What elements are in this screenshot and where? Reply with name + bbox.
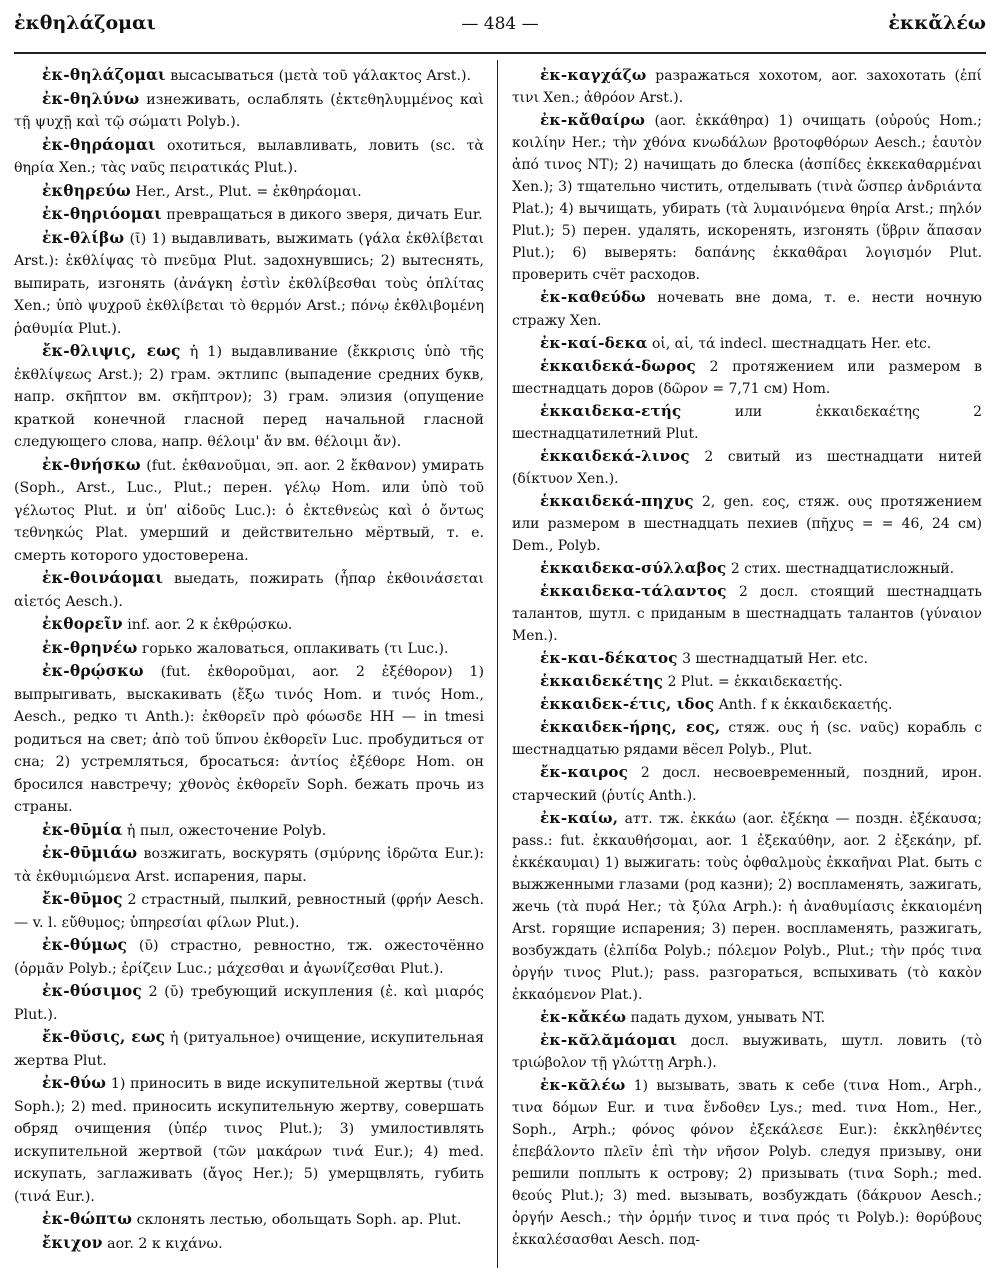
entry-definition: 3 шестнадцатый Her. etc.	[682, 651, 868, 668]
entry-headword: ἑκ-και-δέκατος	[540, 649, 678, 668]
dictionary-entry	[14, 660, 484, 819]
dictionary-entry	[512, 670, 982, 693]
entry-definition: возжигать, воскурять (σμύρνης ἱδρῶτα Eur.): τὰ ἐκθυμιώμενα Arst. испарения, пары.	[14, 846, 485, 885]
entry-definition: 2 (ῠ) требующий искупления (ἐ. καὶ μιαρός Plut.).	[14, 984, 484, 1023]
entry-headword: ἔκ-θῠσις, εως	[42, 1028, 166, 1046]
entry-headword: ἑκκαιδεκ-έτις, ιδος	[540, 695, 715, 714]
entry-headword: ἐκ-θρηνέω	[42, 638, 138, 657]
dictionary-entry	[14, 203, 484, 227]
dictionary-entry	[14, 613, 484, 637]
dictionary-entry	[14, 1232, 484, 1256]
entry-headword: ἑκκαιδεκά-δωρος	[540, 356, 696, 375]
entry-headword: ἑκκαιδεκα-σύλλαβος	[540, 559, 727, 578]
dictionary-entry	[14, 819, 484, 843]
dictionary-entry	[14, 934, 484, 980]
dictionary-entry	[14, 340, 484, 454]
left-column	[14, 64, 484, 1255]
entry-definition: высасываться (μετὰ τοῦ γάλακτος Arst.).	[170, 68, 472, 84]
dictionary-entry	[512, 1029, 982, 1074]
dictionary-entry	[512, 647, 982, 670]
entry-headword: ἐκ-θηλύνω	[42, 89, 140, 108]
header-rule	[14, 52, 986, 54]
entry-headword: ἐκ-θηλάζομαι	[42, 66, 166, 84]
entry-definition: 2 досл. стоящий шестнадцать талантов, шутл. с приданым в шестнадцать талантов (γύναιον Men.).	[512, 584, 982, 645]
dictionary-entry	[512, 445, 982, 490]
entry-headword: ἐκ-θηριόομαι	[42, 205, 162, 223]
page-number: — 484 —	[461, 14, 539, 34]
entry-headword: ἔκ-καιρος	[540, 763, 629, 782]
dictionary-entry	[512, 693, 982, 716]
entry-definition: 2, gen. εος, стяж. ους протяжением или размером в шестнадцать пехиев (πῆχυς = = 46, 24 см) Dem., Polyb.	[512, 493, 982, 554]
entry-headword: ἑκκαιδεκά-λινος	[540, 446, 690, 465]
dictionary-entry	[512, 355, 982, 400]
dictionary-entry	[14, 567, 484, 613]
running-head-left: ἐκθηλάζομαι	[14, 12, 156, 34]
dictionary-entry	[512, 716, 982, 761]
dictionary-entry	[512, 580, 982, 647]
entry-headword: ἐκ-θοινάομαι	[42, 569, 164, 587]
entry-definition: превращаться в дикого зверя, дичать Eur.	[166, 207, 483, 223]
entry-headword: ἐκθορεῖν	[42, 615, 123, 633]
entry-definition: Her., Arst., Plut. = ἐκθηράομαι.	[135, 183, 362, 200]
right-column	[512, 64, 982, 1251]
entry-definition: Anth. f к ἑκκαιδεκαετής.	[718, 697, 893, 714]
entry-definition: ночевать вне дома, т. е. нести ночную стражу Xen.	[512, 290, 982, 329]
dictionary-entry	[14, 64, 484, 88]
dictionary-entry	[512, 557, 982, 580]
entry-definition: горько жаловаться, оплакивать (τι Luc.).	[141, 640, 449, 657]
dictionary-entry	[512, 64, 982, 109]
entry-headword: ἐκ-καίω,	[540, 808, 619, 827]
entry-headword: ἑκκαιδεκά-πηχυς	[540, 491, 694, 510]
entry-definition: (fut. ἐκθοροῦμαι, aor. 2 ἐξέθορον) 1) выпрыгивать, выскакивать (ἔξω τινός Hom. и τινός Hom., Aesch., редко τι Anth.): ἐκθορεῖν πρὸ φόωσδε HH — in tmesi родиться на свет; ἀπὸ τοῦ ὕπνου ἐκθορεῖν Luc. пробудиться от сна; 2) устремляться, бросаться: ἀντίος ἐξέθορε Hom. он бросился навстречу; χθονὸς ἐκθορεῖν Soph. бежать прочь из страны.	[14, 664, 484, 815]
entry-definition: 2 досл. несвоевременный, поздний, ирон. старческий (ῥυτίς Anth.).	[512, 765, 982, 804]
entry-definition: 1) приносить в виде искупительной жертвы (τινά Soph.); 2) med. приносить искупительную жертву, совершать обряд очищения (ὑπέρ τινος Plut.); 3) умилостивлять искупительной жертвой (τῶν μακάρων τινά Eur.); 4) med. искупать, заглаживать (ἄγος Her.); 5) умерщвлять, губить (τινά Eur.).	[14, 1076, 484, 1205]
entry-headword: ἑκκαιδεκέτης	[540, 672, 664, 691]
entry-definition: 1) вызывать, звать к себе (τινα Hom., Arph., τινα δόμων Eur. и τινα ἔνδοθεν Lys.; med. τινα Hom., Her., Soph., Arph.; φόνος φόνον ἐξεκάλεσε Eur.): ἐκκληθέντες ἐπεβάλοντο πλεῖν ἐπὶ τὴν νῆσον Polyb. следуя призыву, они решили поплыть к острову; 2) призывать (τινα Soph.; med. θεούς Plut.); 3) med. вызывать, возбуждать (δάκρυον Aesch.; ὀργήν Aesch.; τὴν ὁρμήν τινος и τινα πρός τι Polyb.): θορύβους ἐκκαλέσασθαι Aesch. под-	[512, 1078, 982, 1249]
entry-definition: падать духом, унывать NT.	[630, 1009, 826, 1026]
entry-definition: ἡ пыл, ожесточение Polyb.	[126, 822, 327, 839]
entry-definition: 2 страстный, пылкий, ревностный (φρήν Aesch. — v. l. εὔθυμος; ὑπηρεσίαι φίλων Plut.).	[14, 892, 484, 931]
entry-definition: 2 свитый из шестнадцати нитей (δίκτυον Xen.).	[512, 448, 983, 487]
entry-definition: 2 протяжением или размером в шестнадцать доров (δῶρον = 7,71 см) Hom.	[512, 358, 983, 397]
dictionary-entry	[14, 637, 484, 661]
dictionary-entry	[14, 454, 484, 568]
entry-headword: ἐκ-θῡμία	[42, 820, 123, 839]
running-head-right: ἐκκἄλέω	[888, 12, 986, 34]
entry-headword: ἐκ-θηράομαι	[42, 135, 156, 154]
entry-headword: ἐκ-θύμως	[42, 936, 128, 954]
entry-headword: ἐκ-καγχάζω	[540, 66, 647, 84]
dictionary-entry	[14, 134, 484, 180]
dictionary-entry	[512, 1074, 982, 1251]
dictionary-entry	[512, 400, 982, 445]
entry-definition: 2 стих. шестнадцатисложный.	[730, 561, 955, 578]
entry-definition: (fut. ἐκθανοῦμαι, эп. aor. 2 ἔκθανον) умирать (Soph., Arst., Luc., Plut.; перен. γέλῳ Hom. или ὑπὸ τοῦ γέλωτος Plut. и ὑπ' αἰδοῦς Luc.): ὁ ἐκτεθνεὼς καὶ ὁ ὄντως τεθνηκώς Plat. умерший и действительно мёртвый, т. е. смерть которого удостоверена.	[14, 457, 484, 564]
entry-definition: досл. выуживать, шутл. ловить (τὸ τριώβολον τῇ γλώττῃ Arph.).	[512, 1033, 982, 1072]
entry-headword: ἐκ-κἄκέω	[540, 1007, 627, 1026]
entry-definition: изнеживать, ослаблять (ἐκτεθηλυμμένος καὶ τῇ ψυχῇ καὶ τῷ σώματι Polyb.).	[14, 91, 484, 130]
entry-headword: ἑκκαιδεκ-ήρης, εος,	[540, 718, 721, 737]
entry-definition: (ῡ) страстно, ревностно, тж. ожесточённо (ὁρμᾶν Polyb.; ἐρίζειν Luc.; μάχεσθαι и ἀγωνίζεσθαι Plut.).	[14, 938, 484, 977]
entry-headword: ἐκ-κᾰλέω	[540, 1076, 626, 1095]
entry-headword: ἐκ-θῡμιάω	[42, 844, 138, 862]
entry-headword: ἐκ-καθεύδω	[540, 288, 646, 307]
dictionary-entry	[14, 1072, 484, 1208]
dictionary-entry	[14, 180, 484, 204]
entry-headword: ἐκ-θλίβω	[42, 228, 125, 247]
dictionary-entry	[512, 490, 982, 557]
entry-definition: стяж. ους ἡ (sc. ναῦς) корабль с шестнадцатью рядами вёсел Polyb., Plut.	[512, 720, 983, 759]
entry-definition: атт. тж. ἐκκάω (aor. ἐξέκηα — поздн. ἐξέκαυσα; pass.: fut. ἐκκαυθήσομαι, aor. 1 ἐξεκαύθην, aor. 2 ἐξεκάην, pf. ἐκκέκαυμαι) 1) выжигать: τοὺς ὀφθαλμοὺς ἐκκαῆναι Plat. быть с выжженными глазами (род казни); 2) воспламенять, зажигать, жечь (τὰ πυρά Her.; τὰ ξύλα Arph.): ἡ ἀναθυμίασις ἐκκαιομένη Arst. горящие испарения; 3) перен. воспламенять, разжигать, возбуждать (ἐλπίδα Polyb.; πόλεμον Polyb., Plut.; τὴν πρός τινα ὀργήν τινος Plut.); pass. разгораться, вспыхивать (τὸ κακὸν ἐκκαόμενον Plat.).	[512, 810, 982, 1003]
entry-definition: охотиться, вылавливать, ловить (sc. τὰ θηρία Xen.; τὰς ναῦς πειρατικάς Plut.).	[14, 137, 484, 176]
dictionary-entry	[512, 109, 982, 286]
entry-headword: ἐκ-θρῴσκω	[42, 662, 144, 680]
entry-definition: ἡ (ритуальное) очищение, искупительная жертва Plut.	[14, 1030, 484, 1069]
entry-definition: склонять лестью, обольщать Soph. ap. Plut.	[136, 1212, 462, 1228]
dictionary-entry	[512, 1006, 982, 1029]
entry-headword: ἐκ-κἄθαίρω	[540, 111, 646, 130]
entry-headword: ἐκθηρεύω	[42, 181, 131, 200]
entry-headword: ἑκκαιδεκα-ετής	[540, 401, 682, 420]
entry-definition: или ἑκκαιδεκαέτης 2 шестнадцатилетний Plut.	[512, 403, 982, 442]
dictionary-entry	[512, 807, 982, 1006]
entry-definition: (ῑ) 1) выдавливать, выжимать (γάλα ἐκθλίβεται Arst.): ἐκθλίψας τὸ πνεῦμα Plut. задохнувшись; 2) вытеснять, выпирать, изгонять (ἀνάγκη ἐστὶν ἐκθλίβεσθαι τοὺς ὁπλίτας Xen.; ὑπὸ ψυχροῦ ἐκθλίβεται τὸ θερμόν Arst.; πόνῳ ἐκθλιβομένη ῥαθυμία Plut.).	[14, 230, 484, 337]
dictionary-entry	[14, 88, 484, 134]
entry-headword: ἔκ-θῡμος	[42, 890, 123, 908]
column-divider	[497, 60, 498, 1268]
dictionary-entry	[512, 761, 982, 806]
entry-headword: ἔκιχον	[42, 1233, 103, 1252]
entry-definition: aor. 2 к κιχάνω.	[107, 1235, 223, 1252]
entry-definition: (aor. ἐκκάθηρα) 1) очищать (οὐρούς Hom.; κοιλίην Her.; τὴν χθόνα κνωδάλων βροτοφθόρων Aesch.; ἑαυτὸν ἀπό τινος NT); 2) начищать до блеска (ἀσπίδες ἐκκεκαθαρμέναι Xen.); 3) тщательно чистить, отделывать (τινὰ ὥσπερ ἀνδριάντα Plat.); 4) вычищать, убирать (τὰ λυμαινόμενα θηρία Arst.; πηλόν Plut.); 5) перен. удалять, искоренять, изгонять (ὕβριν ἅπασαν Plut.); 6) выверять: δαπάνης ἐκκαθᾶραι λογισμόν Plut. проверить счёт расходов.	[512, 113, 982, 284]
entry-headword: ἔκ-θλιψις, εως	[42, 342, 181, 360]
entry-headword: ἐκ-θύσιμος	[42, 982, 142, 1000]
dictionary-entry	[14, 888, 484, 934]
dictionary-entry	[14, 1208, 484, 1232]
entry-headword: ἐκ-θώπτω	[42, 1210, 133, 1228]
page-header	[14, 8, 986, 42]
entry-definition: ἡ 1) выдавливание (ἔκκρισις ὑπὸ τῆς ἐκθλίψεως Arst.); 2) грам. эктлипс (выпадение средних букв, напр. σκῆπτον вм. σκῆπτρον); 3) грам. элизия (опущение краткой конечной гласной перед начальной гласной следующего слова, напр. θέλοιμ' ἄν вм. θέλοιμι ἄν).	[14, 344, 484, 450]
dictionary-entry	[14, 227, 484, 341]
entry-headword: ἑκκαιδεκα-τάλαντος	[540, 582, 727, 601]
entry-definition: inf. aor. 2 к ἐκθρῴσκω.	[127, 617, 293, 633]
entry-definition: выедать, пожирать (ἧπαρ ἐκθοινάσεται αἰετός Aesch.).	[14, 571, 484, 610]
dictionary-entry	[512, 332, 982, 355]
entry-headword: ἐκ-θνήσκω	[42, 455, 141, 474]
entry-definition: разражаться хохотом, aor. захохотать (ἐπί τινι Xen.; ἀθρόον Arst.).	[512, 68, 982, 107]
dictionary-entry	[14, 842, 484, 888]
entry-headword: ἐκ-κᾰλᾰμάομαι	[540, 1031, 678, 1050]
entry-headword: ἐκ-θύω	[42, 1074, 107, 1092]
dictionary-entry	[512, 286, 982, 331]
entry-definition: 2 Plut. = ἑκκαιδεκαετής.	[667, 674, 843, 691]
entry-definition: οἱ, αἱ, τά indecl. шестнадцать Her. etc.	[652, 335, 932, 352]
dictionary-entry	[14, 980, 484, 1026]
dictionary-entry	[14, 1026, 484, 1072]
entry-headword: ἐκ-καί-δεκα	[540, 333, 648, 352]
